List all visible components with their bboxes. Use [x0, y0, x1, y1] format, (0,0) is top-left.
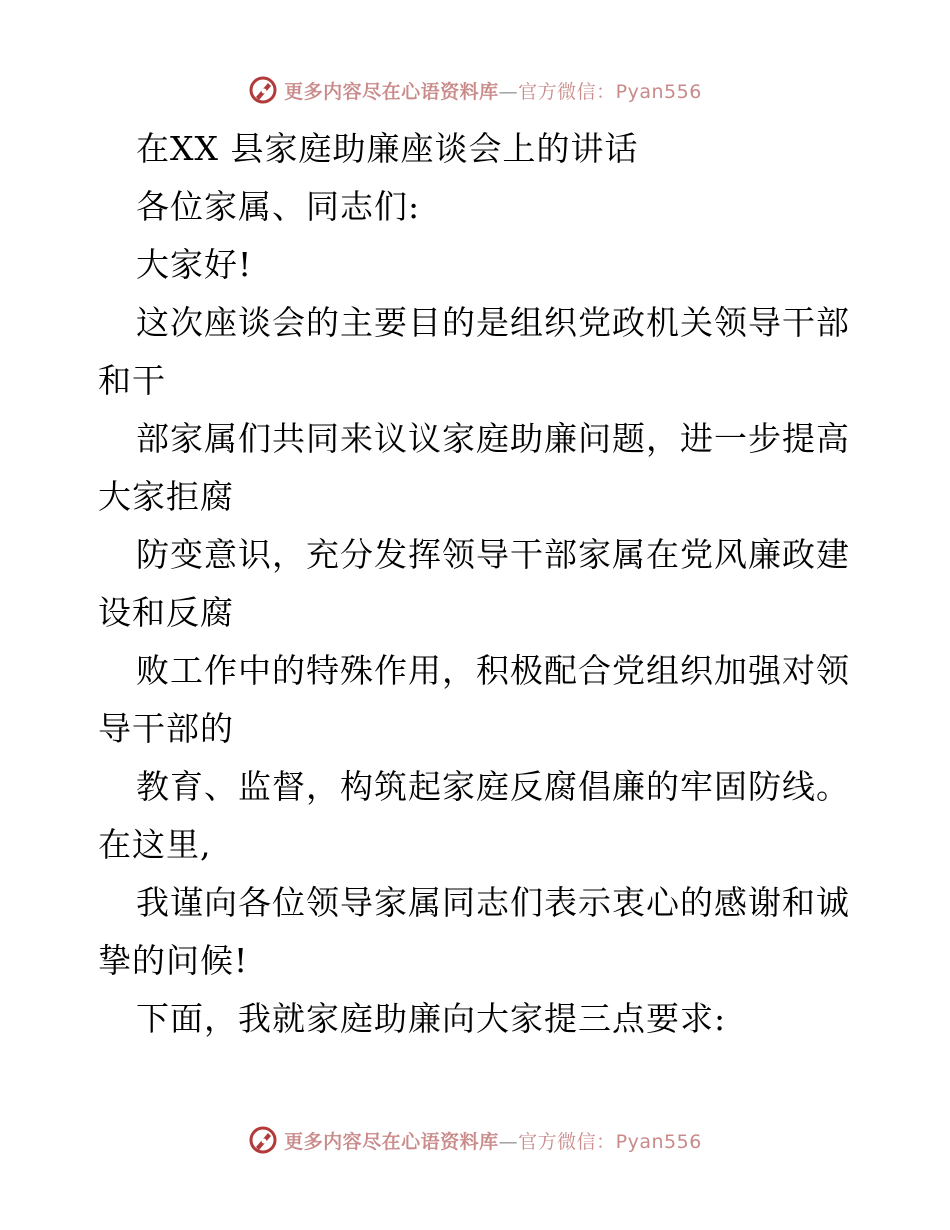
text-line: 大家好! [136, 245, 253, 284]
text-line: 设和反腐 [98, 593, 234, 632]
text-line: 教育、监督，构筑起家庭反腐倡廉的牢固防线。 [136, 767, 850, 806]
text-line: 大家拒腐 [98, 477, 234, 516]
text-line: 挚的问候! [98, 941, 249, 980]
banner-text-part3: 官方微信：Pyan556 [518, 1130, 702, 1153]
text-line: 防变意识，充分发挥领导干部家属在党风廉政建 [136, 535, 850, 574]
text-line: 下面，我就家庭助廉向大家提三点要求: [136, 999, 727, 1038]
footer-banner [0, 1120, 950, 1160]
text-line: 这次座谈会的主要目的是组织党政机关领导干部 [136, 303, 850, 342]
text-line: 和干 [98, 361, 166, 400]
header-banner [0, 70, 950, 110]
banner-text [284, 1127, 702, 1154]
banner-text [284, 77, 702, 104]
banner-text-part3: 官方微信：Pyan556 [518, 80, 702, 103]
pen-logo-icon [248, 75, 278, 105]
banner-text-part1: 更多内容尽在心语资料库 [284, 1130, 499, 1153]
text-line: 在这里, [98, 825, 212, 864]
pen-logo-icon [248, 1125, 278, 1155]
banner-text-dash: — [498, 80, 519, 103]
text-line: 导干部的 [98, 709, 234, 748]
text-line: 败工作中的特殊作用，积极配合党组织加强对领 [136, 651, 850, 690]
text-line: 在XX 县家庭助廉座谈会上的讲话 [136, 129, 639, 168]
text-line: 我谨向各位领导家属同志们表示衷心的感谢和诚 [136, 883, 850, 922]
banner-text-part1: 更多内容尽在心语资料库 [284, 80, 499, 103]
banner-text-dash: — [498, 1130, 519, 1153]
text-line: 各位家属、同志们: [136, 187, 421, 226]
document-body [98, 120, 858, 1048]
text-line: 部家属们共同来议议家庭助廉问题，进一步提高 [136, 419, 850, 458]
